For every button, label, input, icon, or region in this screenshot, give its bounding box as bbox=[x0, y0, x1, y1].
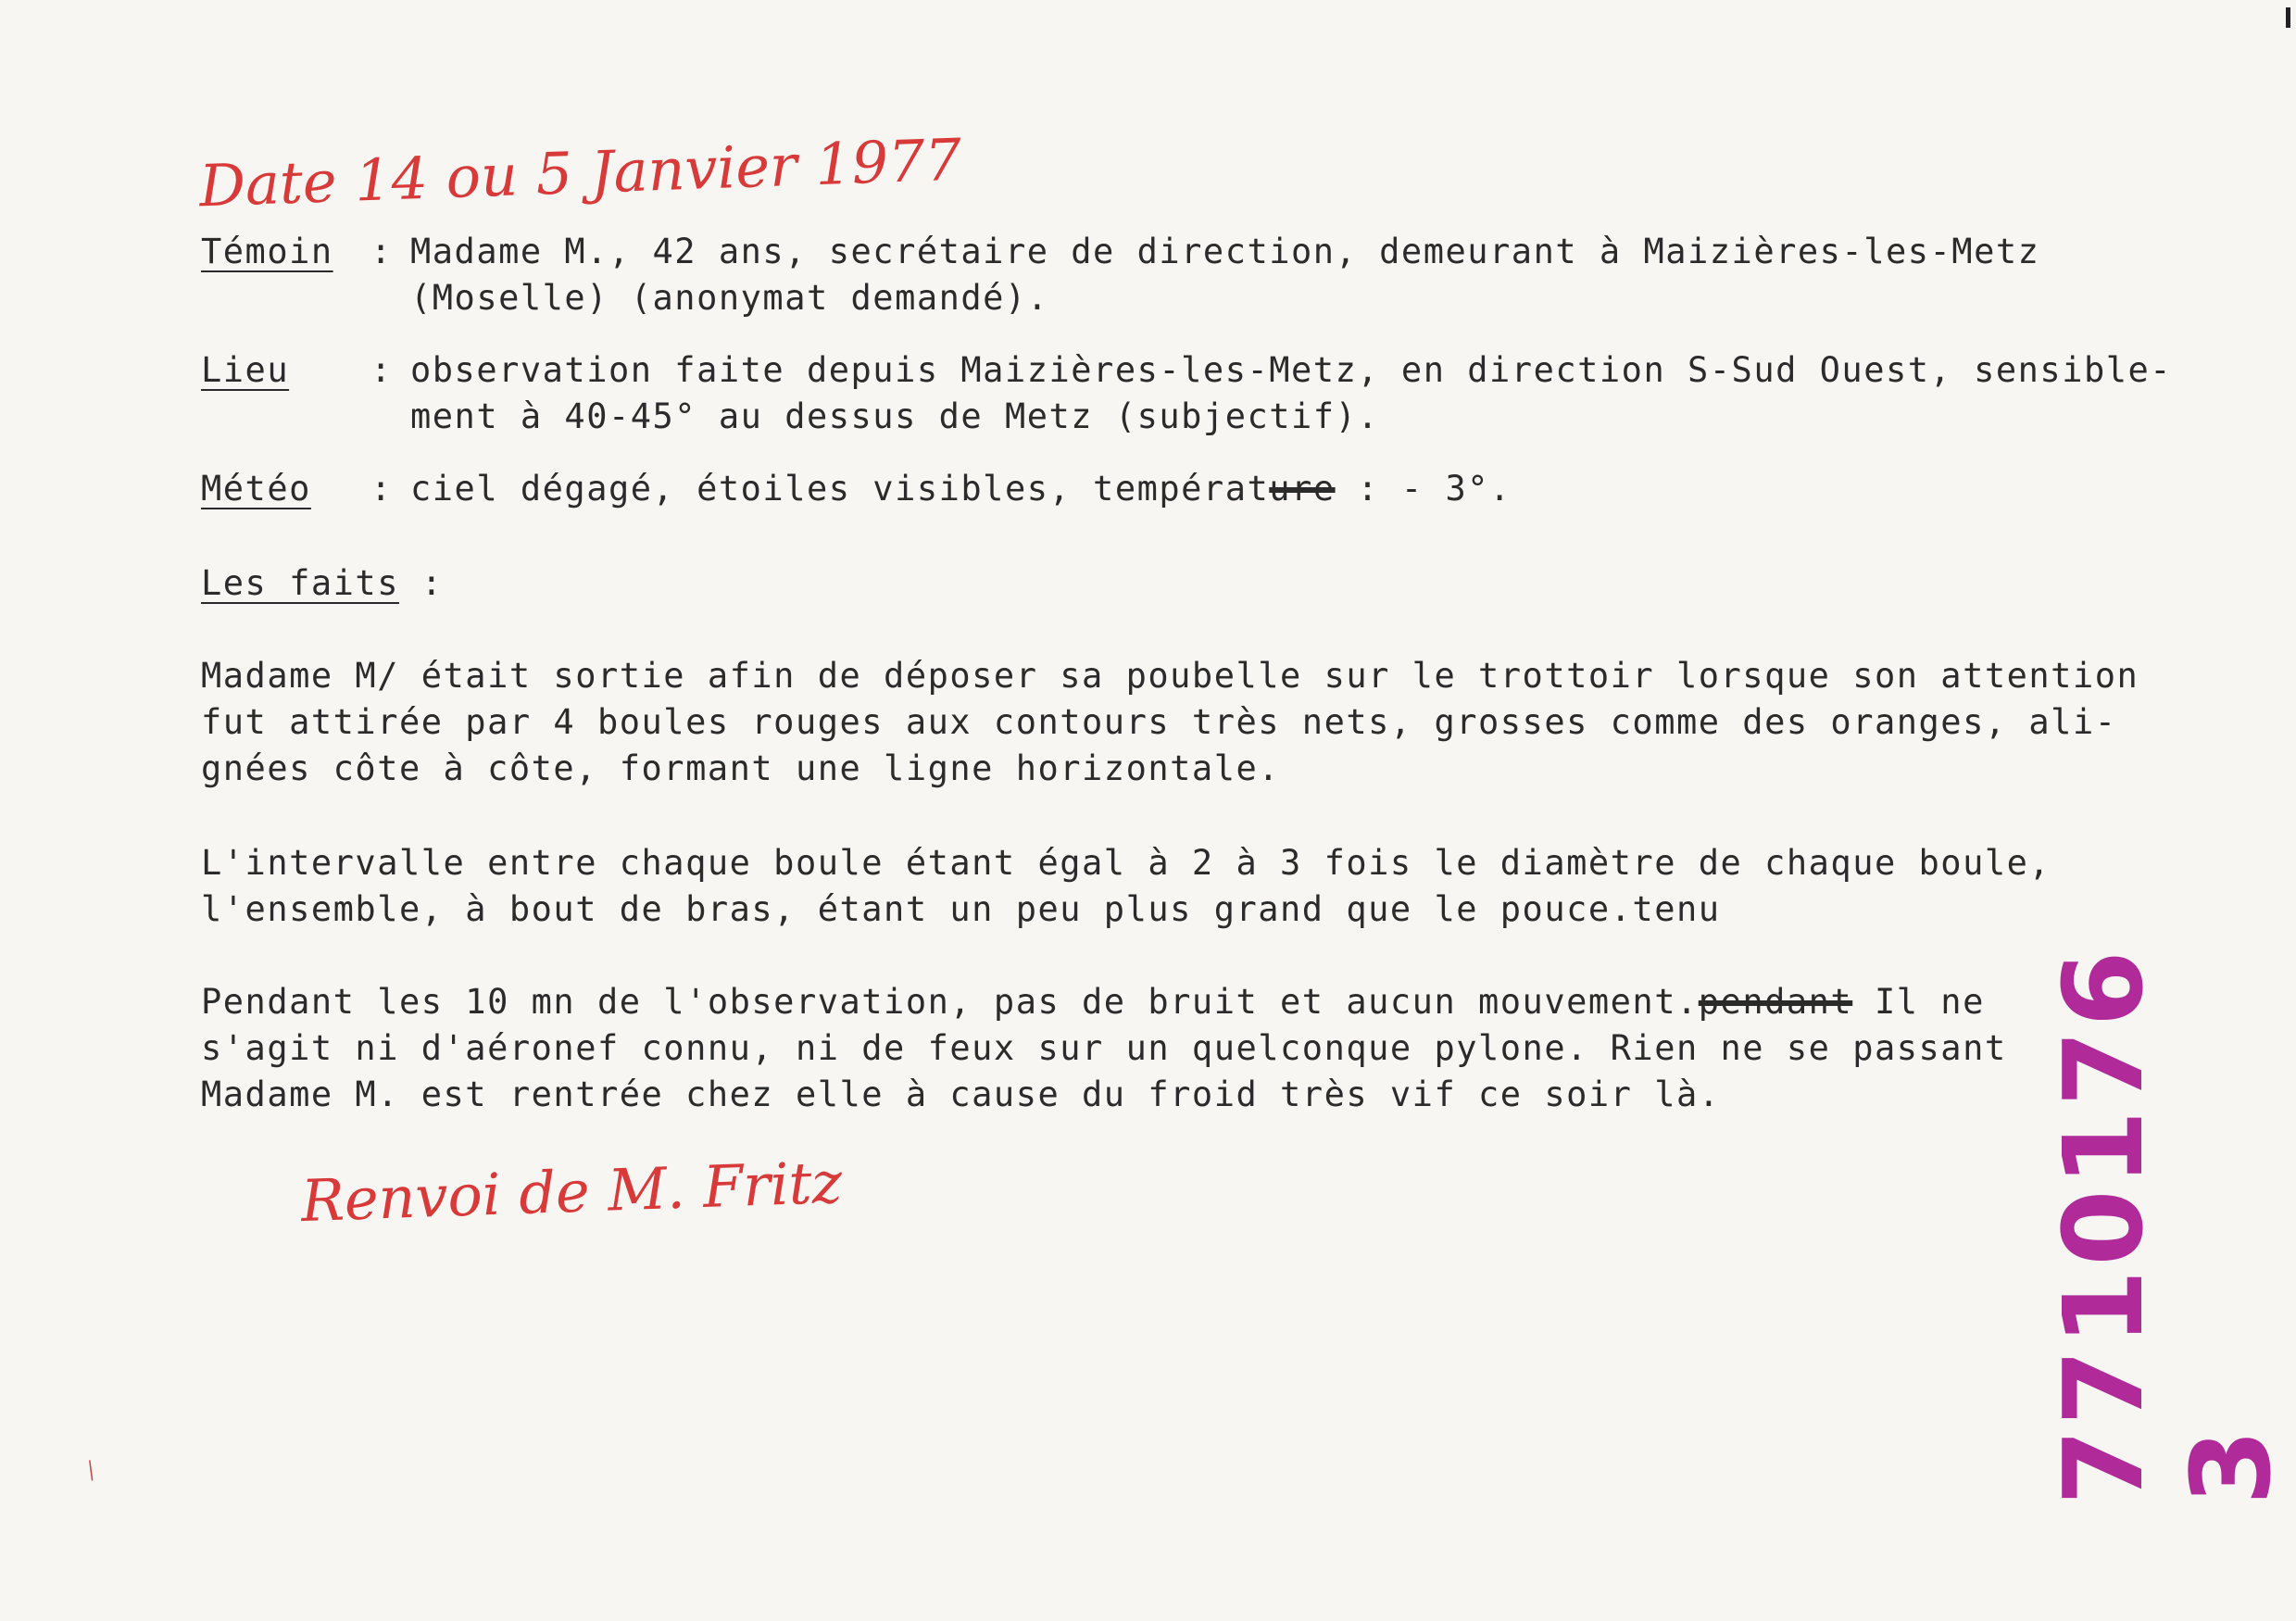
temoin-colon: : bbox=[370, 232, 392, 271]
lieu-line-1: observation faite depuis Maizières-les-Metz, en direction S-Sud Ouest, sensible- bbox=[410, 350, 2173, 390]
handwritten-renvoi: Renvoi de M. Fritz bbox=[299, 1148, 844, 1236]
meteo-struck: ure bbox=[1269, 469, 1336, 509]
p3-line-1-end: Il ne bbox=[1852, 982, 1985, 1022]
p3-line-1-text: Pendant les 10 mn de l'observation, pas de bruit et aucun mouvement. bbox=[201, 982, 1699, 1022]
p1-line-3: gnées côte à côte, formant une ligne horizontale. bbox=[201, 748, 1281, 788]
lieu-line-2: ment à 40-45° au dessus de Metz (subjectif). bbox=[410, 396, 1380, 436]
meteo-label: Météo bbox=[201, 469, 311, 509]
temoin-line-1: Madame M., 42 ans, secrétaire de direction, demeurant à Maizières-les-Metz bbox=[410, 232, 2040, 271]
archive-stamp-number: 7710176 3 bbox=[2039, 947, 2295, 1505]
p2-line-1: L'intervalle entre chaque boule étant égal à 2 à 3 fois le diamètre de chaque boule, bbox=[201, 843, 2051, 883]
lieu-colon: : bbox=[370, 350, 392, 390]
faits-label: Les faits bbox=[201, 563, 399, 603]
p3-struck: pendant bbox=[1698, 982, 1853, 1022]
p2-line-2: l'ensemble, à bout de bras, étant un peu plus grand que le pouce.tenu bbox=[201, 889, 1721, 929]
p3-line-1 bbox=[201, 979, 1985, 1025]
p1-line-2: fut attirée par 4 boules rouges aux contours très nets, grosses comme des oranges, ali- bbox=[201, 702, 2117, 742]
meteo-temp: : - 3°. bbox=[1335, 469, 1512, 509]
meteo-line bbox=[410, 466, 1512, 512]
lieu-label: Lieu bbox=[201, 350, 290, 390]
meteo-text: ciel dégagé, étoiles visibles, températ bbox=[410, 469, 1270, 509]
p3-line-3: Madame M. est rentrée chez elle à cause du froid très vif ce soir là. bbox=[201, 1074, 1721, 1114]
handwritten-date: Date 14 ou 5 Janvier 1977 bbox=[197, 125, 963, 220]
p1-line-1: Madame M/ était sortie afin de déposer sa poubelle sur le trottoir lorsque son attention bbox=[201, 656, 2139, 696]
meteo-colon: : bbox=[370, 469, 392, 509]
stray-pen-mark: ⁄ bbox=[75, 1452, 107, 1489]
p3-line-2: s'agit ni d'aéronef connu, ni de feux sur un quelconque pylone. Rien ne se passant bbox=[201, 1028, 2007, 1068]
faits-heading: Les faits : bbox=[201, 563, 444, 603]
scan-edge-mark bbox=[2286, 7, 2290, 28]
temoin-label: Témoin bbox=[201, 232, 333, 271]
temoin-line-2: (Moselle) (anonymat demandé). bbox=[410, 278, 1049, 318]
